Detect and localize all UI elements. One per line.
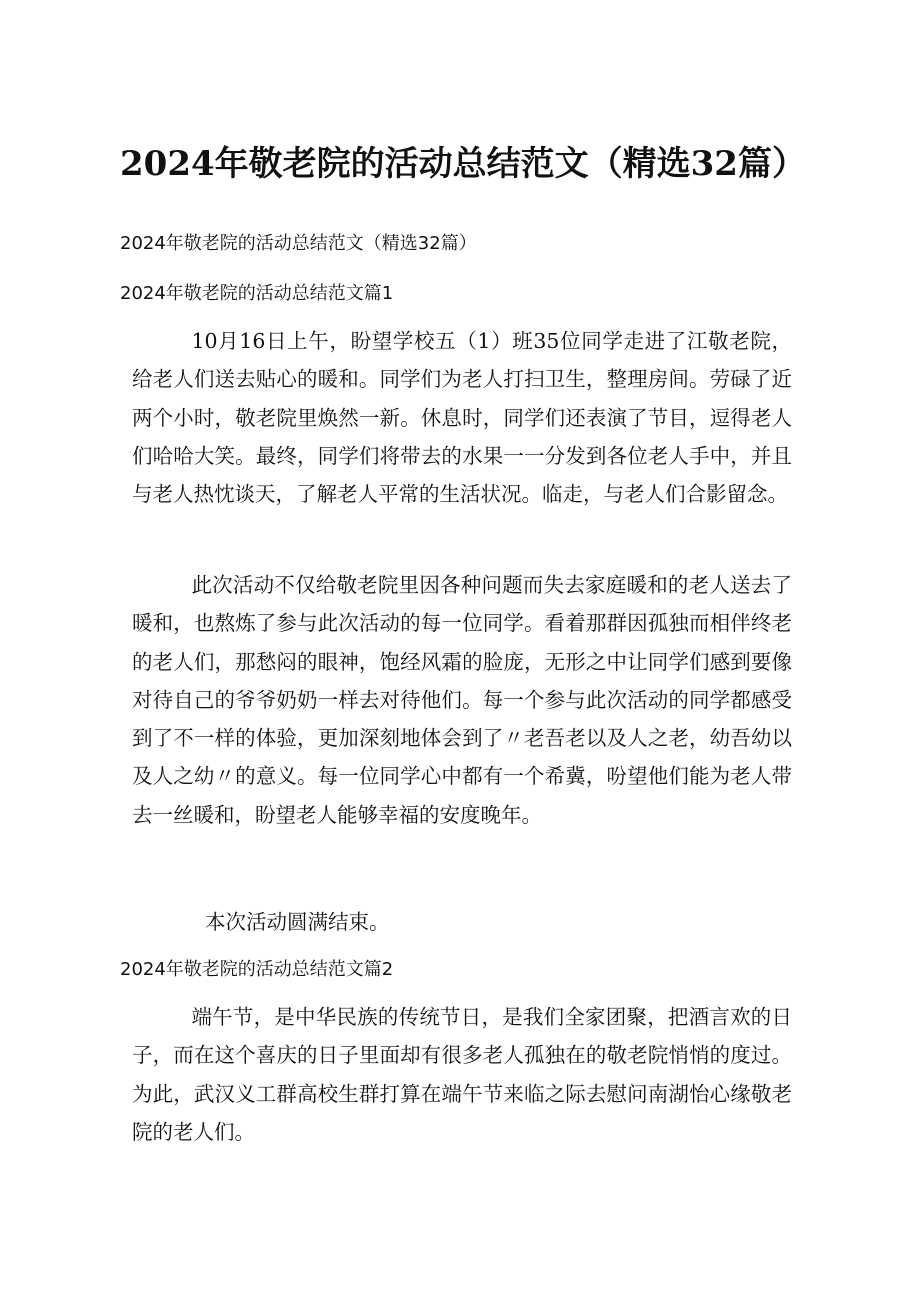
section-heading-1: 2024年敬老院的活动总结范文篇1 <box>120 283 394 304</box>
section2-paragraph-1: 端午节，是中华民族的传统节日，是我们全家团聚，把酒言欢的日子，而在这个喜庆的日子里面却有很多老人孤独在的敬老院悄悄的度过。为此，武汉义工群高校生群打算在端午节来临之际去慰问南湖怡心缘敬老院的老人们。 <box>132 1005 792 1144</box>
section1-paragraph-3: 本次活动圆满结束。 <box>205 910 390 934</box>
document-title: 2024年敬老院的活动总结范文（精选32篇） <box>120 144 806 184</box>
document-subtitle: 2024年敬老院的活动总结范文（精选32篇） <box>120 233 477 254</box>
section1-paragraph-2: 此次活动不仅给敬老院里因各种问题而失去家庭暖和的老人送去了暖和，也熬炼了参与此次活动的每一位同学。看着那群因孤独而相伴终老的老人们，那愁闷的眼神，饱经风霜的脸庞，无形之中让同学们感到要像对待自己的爷爷奶奶一样去对待他们。每一个参与此次活动的同学都感受到了不一样的体验，更加深刻地体会到了〃老吾老以及人之老，幼吾幼以及人之幼〃的意义。每一位同学心中都有一个希冀，吩望他们能为老人带去一丝暖和，盼望老人能够幸福的安度晚年。 <box>132 573 792 827</box>
section-heading-2: 2024年敬老院的活动总结范文篇2 <box>120 959 394 980</box>
section1-paragraph-1: 10月16日上午，盼望学校五（1）班35位同学走进了江敬老院，给老人们送去贴心的暖和。同学们为老人打扫卫生，整理房间。劳碌了近两个小时，敬老院里焕然一新。休息时，同学们还表演了节目，逗得老人们哈哈大笑。最终，同学们将带去的水果一一分发到各位老人手中，并且与老人热忱谈天，了解老人平常的生活状况。临走，与老人们合影留念。 <box>132 329 792 507</box>
